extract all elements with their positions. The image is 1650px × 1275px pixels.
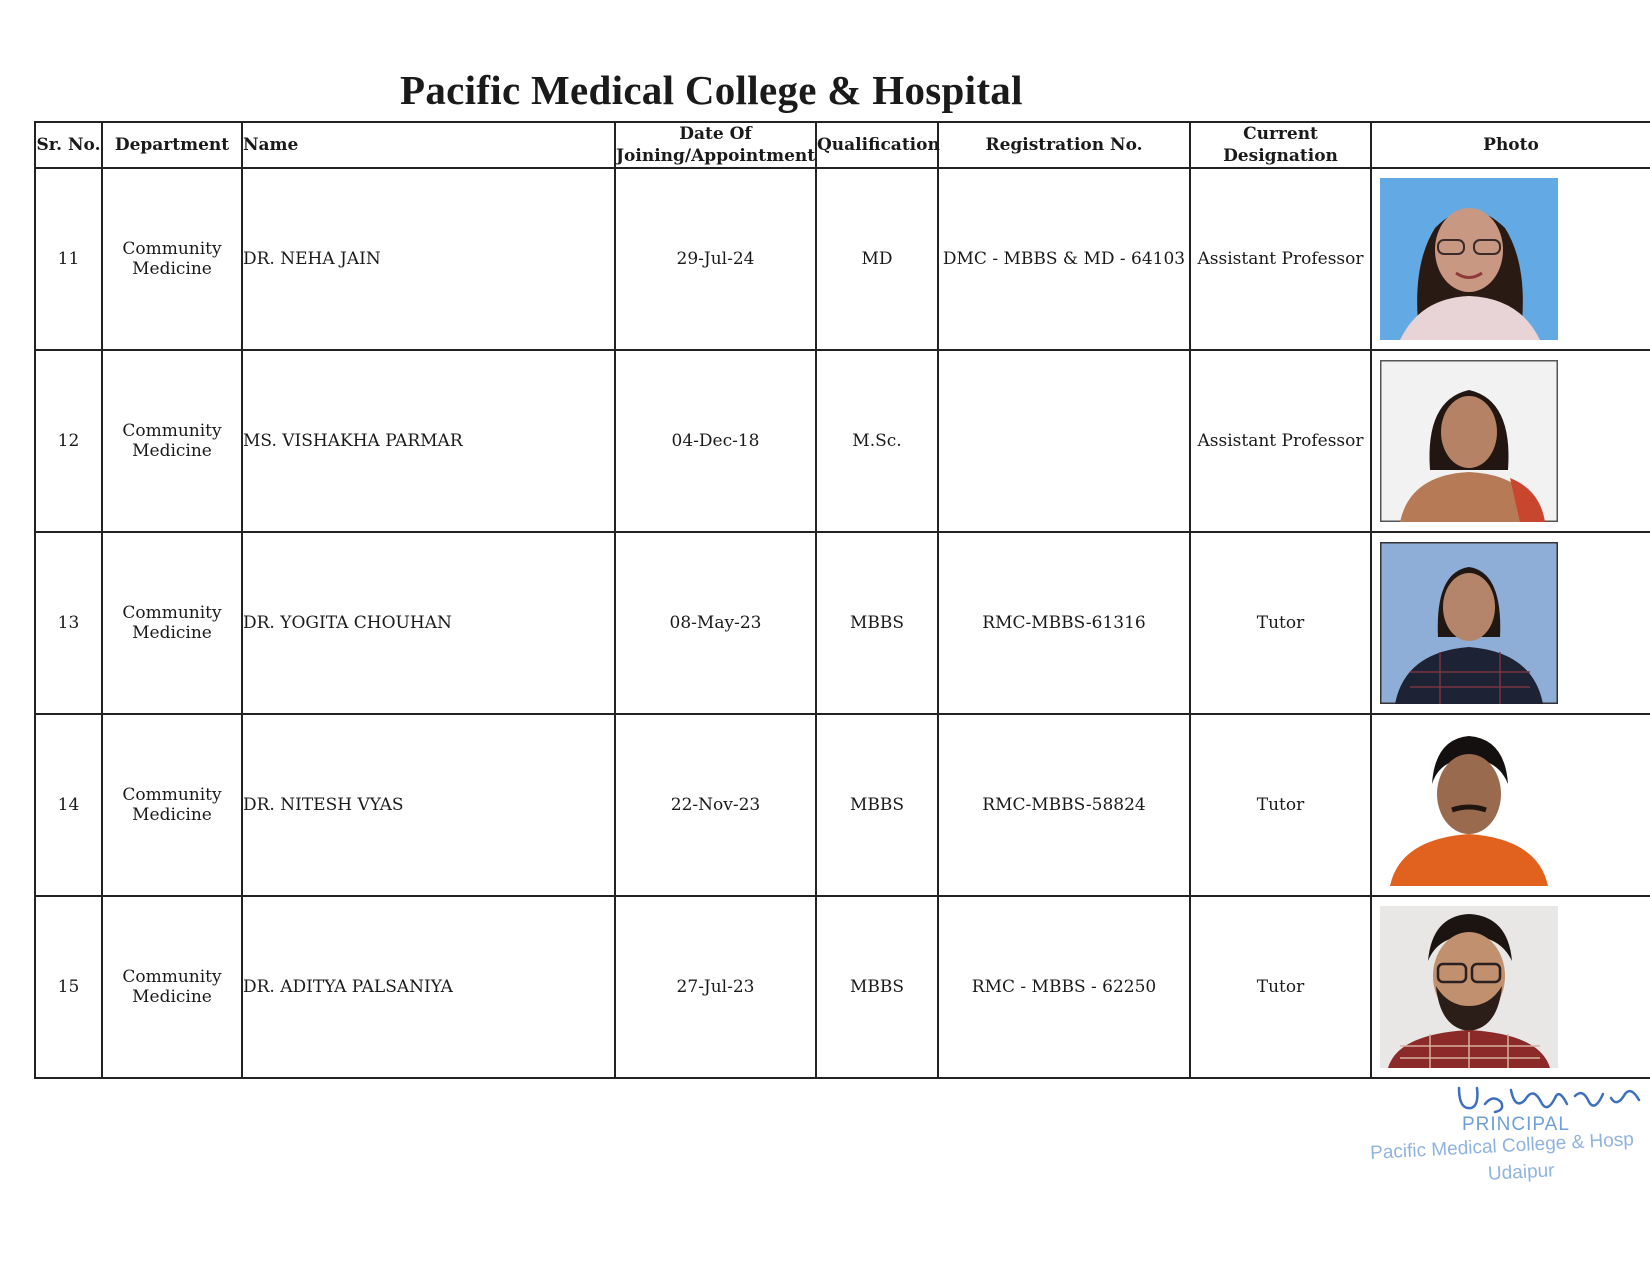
cell-department: Community Medicine <box>102 896 242 1078</box>
cell-date: 22-Nov-23 <box>615 714 816 896</box>
stamp-institution: Pacific Medical College & Hosp <box>1369 1129 1635 1164</box>
stamp-city: Udaipur <box>1487 1160 1556 1185</box>
header-qualification: Qualification <box>816 122 938 168</box>
table-header-row <box>35 122 1650 168</box>
faculty-table <box>34 121 1650 1079</box>
header-department: Department <box>102 122 242 168</box>
cell-sr-no: 12 <box>35 350 102 532</box>
table-row <box>35 350 1650 532</box>
cell-department: Community Medicine <box>102 532 242 714</box>
cell-registration-no: DMC - MBBS & MD - 64103 <box>938 168 1190 350</box>
principal-stamp <box>1360 1080 1650 1190</box>
header-sr-no: Sr. No. <box>35 122 102 168</box>
cell-designation: Tutor <box>1190 896 1371 1078</box>
header-registration-no: Registration No. <box>938 122 1190 168</box>
cell-qualification: MD <box>816 168 938 350</box>
cell-qualification: MBBS <box>816 896 938 1078</box>
header-date-of-joining: Date Of Joining/Appointment <box>616 124 816 166</box>
cell-qualification: MBBS <box>816 532 938 714</box>
cell-name: MS. VISHAKHA PARMAR <box>242 350 615 532</box>
cell-designation: Assistant Professor <box>1190 350 1371 532</box>
cell-department: Community Medicine <box>102 350 242 532</box>
header-photo: Photo <box>1371 122 1650 168</box>
table-row <box>35 168 1650 350</box>
cell-registration-no: RMC-MBBS-61316 <box>938 532 1190 714</box>
cell-photo <box>1371 714 1650 896</box>
cell-photo <box>1371 532 1650 714</box>
cell-department: Community Medicine <box>102 714 242 896</box>
cell-photo <box>1371 350 1650 532</box>
table-row <box>35 714 1650 896</box>
page-title: Pacific Medical College & Hospital <box>400 67 1023 113</box>
cell-name: DR. NEHA JAIN <box>242 168 615 350</box>
cell-name: DR. ADITYA PALSANIYA <box>242 896 615 1078</box>
cell-registration-no: RMC-MBBS-58824 <box>938 714 1190 896</box>
cell-registration-no <box>938 350 1190 532</box>
photo-yogita-chouhan <box>1380 542 1558 704</box>
cell-department: Community Medicine <box>102 168 242 350</box>
header-name: Name <box>242 122 615 168</box>
cell-sr-no: 14 <box>35 714 102 896</box>
cell-designation: Assistant Professor <box>1190 168 1371 350</box>
cell-date: 08-May-23 <box>615 532 816 714</box>
cell-registration-no: RMC - MBBS - 62250 <box>938 896 1190 1078</box>
cell-name: DR. YOGITA CHOUHAN <box>242 532 615 714</box>
cell-designation: Tutor <box>1190 532 1371 714</box>
cell-date: 27-Jul-23 <box>615 896 816 1078</box>
cell-sr-no: 11 <box>35 168 102 350</box>
photo-vishakha-parmar <box>1380 360 1558 522</box>
cell-name: DR. NITESH VYAS <box>242 714 615 896</box>
stamp-role: PRINCIPAL <box>1462 1114 1570 1135</box>
cell-photo <box>1371 896 1650 1078</box>
cell-photo <box>1371 168 1650 350</box>
cell-designation: Tutor <box>1190 714 1371 896</box>
cell-sr-no: 13 <box>35 532 102 714</box>
table-row <box>35 532 1650 714</box>
cell-sr-no: 15 <box>35 896 102 1078</box>
header-current-designation: Current Designation <box>1190 122 1371 168</box>
photo-neha-jain <box>1380 178 1558 340</box>
photo-aditya-palsaniya <box>1380 906 1558 1068</box>
cell-date: 04-Dec-18 <box>615 350 816 532</box>
cell-qualification: M.Sc. <box>816 350 938 532</box>
table-row <box>35 896 1650 1078</box>
photo-nitesh-vyas <box>1380 724 1558 886</box>
cell-qualification: MBBS <box>816 714 938 896</box>
cell-date: 29-Jul-24 <box>615 168 816 350</box>
